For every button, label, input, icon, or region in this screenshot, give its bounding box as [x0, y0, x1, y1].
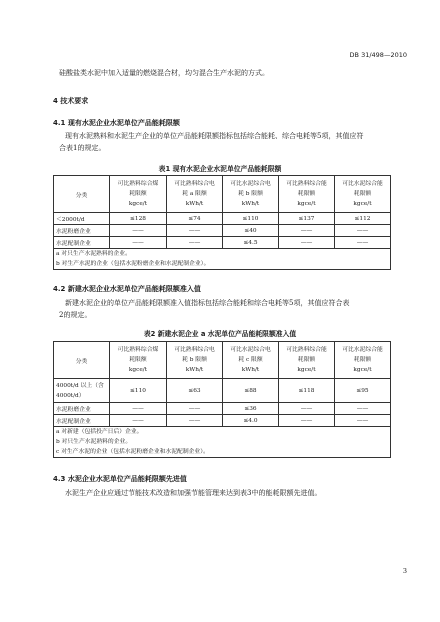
- table2: [53, 341, 391, 458]
- table1-header-col4: 可比熟料综合能 耗限额 kgce/t: [279, 176, 335, 213]
- table1-header-row: [54, 176, 391, 213]
- table2-note-b: b 对只生产水泥熟料的企业。: [56, 439, 132, 445]
- table1-row: 水泥配制企业 —— —— ≤4.5 —— ——: [54, 237, 391, 249]
- table2-header-row: [54, 342, 391, 379]
- table1-header-col2: 可比熟料综合电 耗 a 限额 kWh/t: [167, 176, 223, 213]
- table1-row: 水泥粉磨企业 —— —— ≤40 —— ——: [54, 225, 391, 237]
- table1-note-b: b 对生产水泥的企业（包括水泥粉磨企业和水泥配制企业）。: [56, 261, 210, 267]
- table2-note-c: c 对生产水泥的企业（包括水泥粉磨企业和水泥配制企业）。: [56, 449, 209, 455]
- table2-header-col4: 可比熟料综合能 耗限额 kgce/t: [279, 342, 335, 379]
- table2-header-col1: 可比熟料综合煤 耗限额 kgce/t: [110, 342, 167, 379]
- intro-text: 硅酸盐类水泥中加入适量的燃烧混合材，均匀混合生产水泥的方式。: [59, 69, 269, 77]
- section-4-1-text-line2: 合表1的规定。: [59, 144, 106, 152]
- table2-header-col5: 可比水泥综合能 耗限额 kgce/t: [335, 342, 391, 379]
- standard-code: DB 31/498—2010: [349, 51, 407, 59]
- section-4-2-text-line1: 新建水泥企业的单位产品能耗限额准入值指标包括综合能耗和综合电耗等5项，其值应符合表: [65, 299, 350, 307]
- table1-notes-row: [54, 249, 391, 270]
- section-4-3-heading: 4.3 水泥企业水泥单位产品能耗限额先进值: [53, 475, 187, 483]
- table1-header-col3: 可比水泥综合电 耗 b 限额 kWh/t: [223, 176, 279, 213]
- table1-header-col1: 可比熟料综合煤 耗限额 kgce/t: [110, 176, 167, 213]
- table1-caption: 表1 现有水泥企业水泥单位产品能耗限额: [158, 165, 282, 173]
- table2-row: 水泥配制企业 —— —— ≤4.0 —— ——: [54, 415, 391, 427]
- table2-caption: 表2 新建水泥企业 a 水泥单位产品能耗限额准入值: [143, 330, 297, 338]
- table1-row: ＜2000t/d ≤128 ≤74 ≤110 ≤137 ≤112: [54, 213, 391, 225]
- section-4-1-text-line1: 现有水泥熟料和水泥生产企业的单位产品能耗限额指标包括综合能耗、综合电耗等5项，其值应符: [65, 132, 364, 140]
- section-4-2-heading: 4.2 新建水泥企业水泥单位产品能耗限额准入值: [53, 285, 201, 293]
- table1-header-category: 分类: [54, 176, 110, 213]
- table2-header-category: 分类: [54, 342, 110, 379]
- table2-row: 水泥粉磨企业 —— —— ≤36 —— ——: [54, 403, 391, 415]
- section-4-1-heading: 4.1 现有水泥企业水泥单位产品能耗限额: [53, 119, 180, 127]
- section-4-heading: 4 技术要求: [53, 97, 89, 105]
- page-number: 3: [402, 567, 407, 575]
- table1-note-a: a 对只生产水泥熟料的企业。: [56, 251, 131, 257]
- table1-header-col5: 可比水泥综合能 耗限额 kgce/t: [335, 176, 391, 213]
- table2-header-col3: 可比水泥综合电 耗 c 限额 kWh/t: [223, 342, 279, 379]
- table2-notes-row: [54, 427, 391, 458]
- table2-note-a: a 对新建（包括投产日后）企业。: [56, 429, 143, 435]
- table2-header-col2: 可比熟料综合电 耗 b 限额 kWh/t: [167, 342, 223, 379]
- table1: [53, 175, 391, 270]
- table2-row: 4000t/d 以上（含 4000t/d） ≤110 ≤63 ≤88 ≤118 ≤95: [54, 379, 391, 403]
- section-4-3-text: 水泥生产企业应通过节能技术改造和加强节能管理来达到表3中的能耗限额先进值。: [65, 489, 322, 497]
- section-4-2-text-line2: 2的规定。: [59, 311, 92, 319]
